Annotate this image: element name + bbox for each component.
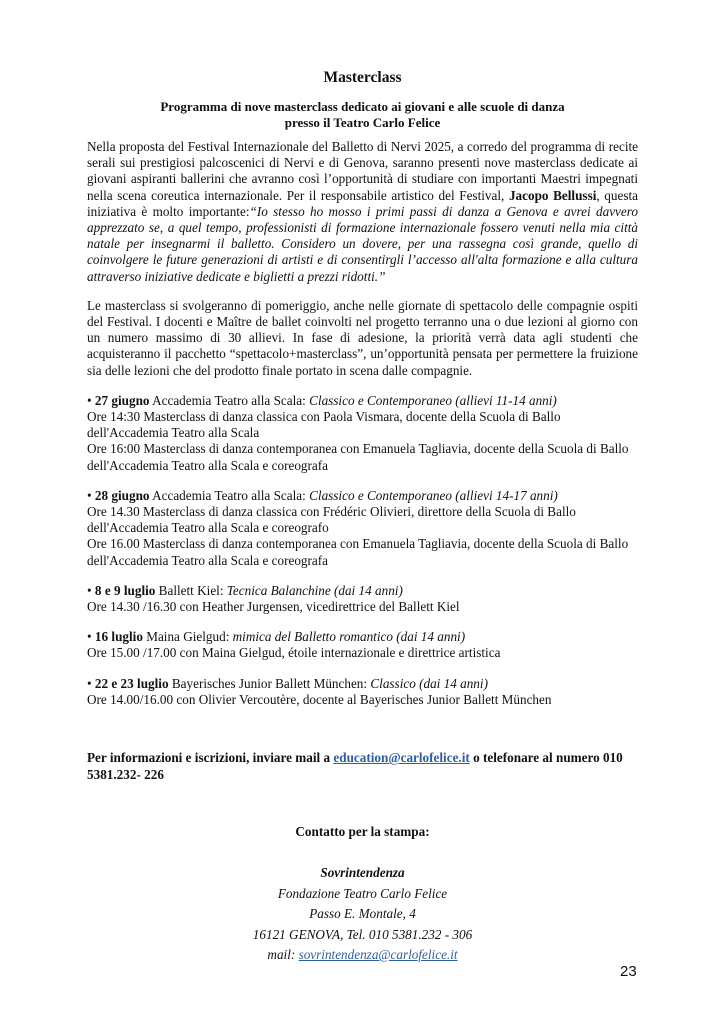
press-email-link[interactable]: sovrintendenza@carlofelice.it <box>298 946 458 962</box>
event-line: Ore 14.00/16.00 con Olivier Vercoutère, docente al Bayerisches Junior Ballett München <box>87 691 552 707</box>
event-line: dell'Accademia Teatro alla Scala <box>87 425 260 441</box>
info-contact <box>87 750 638 783</box>
press-mail-label: mail: <box>267 946 299 962</box>
press-line: Passo E. Montale, 4 <box>309 906 416 922</box>
press-org: Sovrintendenza <box>320 865 405 881</box>
event-line: Ore 14.30 /16.30 con Heather Jurgensen, vicedirettrice del Ballett Kiel <box>87 599 460 615</box>
press-mail <box>87 945 638 965</box>
event-line: dell'Accademia Teatro alla Scala e coreografo <box>87 520 329 536</box>
subtitle <box>87 99 638 131</box>
bullet: • <box>87 487 92 503</box>
event-item <box>87 488 638 569</box>
intro-quote: “Io stesso ho mosso i primi passi di danza a Genova e avrei davvero apprezzato se, a quel tempo, professionisti di formazione internazionale fossero venuti nella mia città natale per insegnarmi il balletto. Considero un dovere, per una rassegna così grande, quello di coinvolgere le future generazioni di artisti e di consentirgli l’accesso all'alta formazione e alla cultura attraverso iniziative dedicate e biglietti a prezzi ridotti.” <box>87 203 638 284</box>
event-program: Classico e Contemporaneo (allievi 11-14 anni) <box>309 392 557 408</box>
bullet: • <box>87 675 92 691</box>
event-date: 28 giugno <box>94 487 150 503</box>
event-program: Tecnica Balanchine (dai 14 anni) <box>226 582 403 598</box>
page-number: 23 <box>620 963 637 980</box>
press-line: 16121 GENOVA, Tel. 010 5381.232 - 306 <box>252 926 473 942</box>
page-content <box>87 68 638 965</box>
press-title: Contatto per la stampa: <box>295 824 430 840</box>
bullet: • <box>87 582 92 598</box>
event-date: 27 giugno <box>94 392 150 408</box>
page-title: Masterclass <box>323 69 402 86</box>
event-program: Classico e Contemporaneo (allievi 14-17 anni) <box>309 487 558 503</box>
event-heading <box>87 393 638 409</box>
masterclass-paragraph: Le masterclass si svolgeranno di pomeriggio, anche nelle giornate di spettacolo delle compagnie ospiti del Festival. I docenti e Maître de ballet coinvolti nel progetto terranno una o due lezioni al giorno con un numero massimo di 30 allievi. In fase di adesione, la priorità verrà data agli studenti che acquisteranno il pacchetto “spettacolo+masterclass”, un’opportunità pensata per permettere la fruizione sia delle lezioni che del prodotto finale portato in scena dalle compagnie. <box>87 297 638 378</box>
info-text-a: Per informazioni e iscrizioni, inviare mail a <box>87 750 334 766</box>
event-org: Ballett Kiel: <box>155 582 227 598</box>
press-address <box>87 863 638 965</box>
event-line: Ore 14.30 Masterclass di danza classica con Frédéric Olivieri, direttore della Scuola di Ballo <box>87 504 576 520</box>
event-item <box>87 393 638 474</box>
event-date: 8 e 9 luglio <box>94 582 156 598</box>
event-date: 16 luglio <box>94 629 143 645</box>
event-item <box>87 583 638 615</box>
subtitle-line-2: presso il Teatro Carlo Felice <box>284 115 441 130</box>
intro-text-b: , questa iniziativa è molto importante: <box>87 187 638 219</box>
event-line: Ore 14:30 Masterclass di danza classica con Paola Vismara, docente della Scuola di Ballo <box>87 409 561 425</box>
event-program: mimica del Balletto romantico (dai 14 anni) <box>232 629 466 645</box>
event-org: Bayerisches Junior Ballett München: <box>168 675 371 691</box>
event-program: Classico (dai 14 anni) <box>370 675 488 691</box>
event-heading <box>87 629 638 645</box>
event-date: 22 e 23 luglio <box>94 675 169 691</box>
intro-text-a: Nella proposta del Festival Internazionale del Balletto di Nervi 2025, a corredo del programma di recite serali sui prestigiosi palcoscenici di Nervi e di Genova, saranno presenti nove masterclass dedicate ai giovani aspiranti ballerini che avranno così l’opportunità di studiare con importanti Maestri impegnati nella scena coreutica internazionale. Per il responsabile artistico del Festival, <box>87 139 638 203</box>
intro-paragraph <box>87 139 638 285</box>
event-line: Ore 15.00 /17.00 con Maina Gielgud, étoile internazionale e direttrice artistica <box>87 645 501 661</box>
artistic-director-name: Jacopo Bellussi <box>508 187 597 203</box>
event-heading <box>87 488 638 504</box>
event-org: Accademia Teatro alla Scala: <box>149 487 310 503</box>
event-org: Accademia Teatro alla Scala: <box>149 392 310 408</box>
info-phone: 5381.232- 226 <box>87 766 164 782</box>
event-line: dell'Accademia Teatro alla Scala e coreografa <box>87 552 329 568</box>
education-email-link[interactable]: education@carlofelice.it <box>333 750 470 766</box>
press-line: Fondazione Teatro Carlo Felice <box>277 885 448 901</box>
event-org: Maina Gielgud: <box>142 629 233 645</box>
bullet: • <box>87 392 92 408</box>
event-item <box>87 676 638 708</box>
event-line: Ore 16.00 Masterclass di danza contemporanea con Emanuela Tagliavia, docente della Scuola di Ballo <box>87 536 629 552</box>
info-text-b: o telefonare al numero 010 <box>469 750 623 766</box>
bullet: • <box>87 629 92 645</box>
subtitle-line-1: Programma di nove masterclass dedicato ai giovani e alle scuole di danza <box>160 99 565 114</box>
event-heading <box>87 583 638 599</box>
event-line: Ore 16:00 Masterclass di danza contemporanea con Emanuela Tagliavia, docente della Scuola di Ballo <box>87 441 629 457</box>
event-item <box>87 629 638 661</box>
press-contact <box>87 823 638 965</box>
event-line: dell'Accademia Teatro alla Scala e coreografa <box>87 457 329 473</box>
event-heading <box>87 676 638 692</box>
